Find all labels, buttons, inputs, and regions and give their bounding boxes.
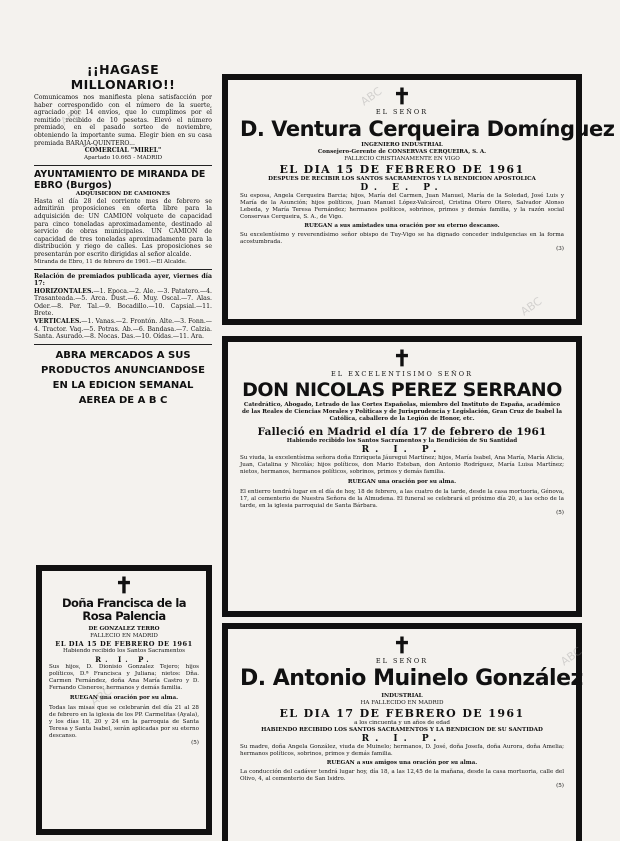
divider <box>34 269 212 270</box>
rip-line: R. I. P. <box>361 445 443 455</box>
cross-icon: ✝ <box>392 346 412 372</box>
ayto-date: Miranda de Ebro, 11 de febrero de 1961.—El Alcalde. <box>34 258 187 265</box>
ruegan-line: RUEGAN una oración por su alma. <box>347 479 457 485</box>
vert-text: —1. Vanas.—2. Frontón. Alte.—3. Fonn.—4. Tractor. Vaq.—5. Potras. Ab.—6. Bandasa.—7. Calzia. Santa. Asurado.—8. Nocas. Das.—10. Oídas.—11. Ara. <box>34 318 212 341</box>
family-text: Sus hijos, D. Dionisio Gonzalez Tejero; hijos políticos, D.ª Francisca y Juliana; nietos: Dña. Carmen Fernández, doña Ana María Castro y D. Fernando Cisneros; hermanos y demás familia. <box>49 664 199 691</box>
ad-number: (5) <box>556 510 564 516</box>
obituary-card-cerqueira <box>222 74 615 325</box>
ruegan-line: RUEGAN a sus amistades una oración por su eterno descanso. <box>304 223 500 229</box>
horiz-label: HORIZONTALES. <box>34 287 94 295</box>
ad-number: (3) <box>556 246 564 252</box>
hagase-address: Apartado 10.665 - MADRID <box>83 154 163 161</box>
obituary-card-perez-serrano <box>222 336 582 617</box>
watermark: ABC <box>518 294 545 319</box>
death-date: EL DIA 15 DE FEBRERO DE 1961 <box>55 640 193 648</box>
ad-number: (5) <box>191 740 199 746</box>
obituary-card-rosa <box>36 565 212 835</box>
honorific: EL EXCELENTISIMO SEÑOR <box>331 370 473 378</box>
hagase-title: ¡¡HAGASE MILLONARIO!! <box>70 62 176 92</box>
sorteo-head: Relación de premiados publicada ayer, viernes día 17: <box>34 272 212 288</box>
title-line-1: Catedrático, Abogado, Letrado de las Cortes Españolas, miembro del Instituto de España, académico de las Reales de Ciencias Morales y Políticas y de Jurisprudencia y Legislación, Gran Cruz de Isabel la Católica, caballero de la Legión de Honor, etc. <box>241 402 563 422</box>
sacramentos-line: Habiendo recibido los Santos Sacramentos y la Bendición de Su Santidad <box>286 438 518 444</box>
title-line-2: HA FALLECIDO EN MADRID <box>360 700 444 706</box>
title-line-3: FALLECIO CRISTIANAMENTE EN VIGO <box>344 156 460 162</box>
divider <box>34 165 212 166</box>
cross-icon: ✝ <box>392 84 412 110</box>
viuda-line: DE GONZALEZ TERRO <box>88 626 160 632</box>
watermark: ABC <box>558 644 585 669</box>
death-date: EL DIA 15 DE FEBRERO DE 1961 <box>279 163 525 176</box>
family-text: Su esposa, Angela Cerqueira Barcia; hijos, María del Carmen, Juan Manuel, María de la Soledad, José Luis y María de la Asunción; hijos políticos, Juan Manuel López-Valcárcel, Cristina Otero Otero, Salvador Alonso Lebeda, y María Teresa Fernández; hermanos políticos, sobrinos, primos y demás familia, y la razón social Conservas Cerqueira, S. A., de Vigo. <box>240 193 564 220</box>
family-text: Su viuda, la excelentísima señora doña Enriqueta Jáuregui Martínez; hijos, María Isabel, Ana María, María Alicia, Juan, Catalina y Nicolás; hijos políticos, don Mario Esteban, don Antonio Rodríguez, María Luisa Martínez; nietos, hermanos, hermanos políticos, sobrinos, primos y demás familia. <box>240 455 564 475</box>
deceased-name: D. Antonio Muinelo González <box>240 666 583 691</box>
cross-icon: ✝ <box>392 633 412 659</box>
hagase-company: COMERCIAL "MIREL" <box>84 147 162 155</box>
deceased-name: Doña Francisca de la Rosa Palencia <box>61 596 187 623</box>
ayto-sub: ADQUISICION DE CAMIONES <box>75 190 171 197</box>
sacramentos-line: HABIENDO RECIBIDO LOS SANTOS SACRAMENTOS Y LA BENDICION DE SU SANTIDAD <box>261 727 543 733</box>
rip-line: D. E. P. <box>360 183 444 193</box>
foot-text: El entierro tendrá lugar en el día de hoy, 18 de febrero, a las cuatro de la tarde, desde la casa mortuoria, Génova, 17, al cementerio de Nuestra Señora de la Almudena. El funeral se celebrará el próximo día 20, a las ocho de la tarde, en la iglesia parroquial de Santa Bárbara. <box>240 489 564 509</box>
title-line-2: Consejero-Gerente de CONSERVAS CERQUEIRA, S. A. <box>317 149 487 155</box>
death-date: EL DIA 17 DE FEBRERO DE 1961 <box>279 707 525 720</box>
honorific: EL SEÑOR <box>375 108 429 116</box>
watermark: ABC <box>58 104 85 129</box>
deceased-name: D. Ventura Cerqueira Domínguez <box>240 117 615 141</box>
sacramentos-line: Habiendo recibido los Santos Sacramentos <box>62 648 186 654</box>
ayto-body: Hasta el día 28 del corriente mes de febrero se admitirán proposiciones en oferta libre para la adquisición de: UN CAMION volquete de capacidad para cinco toneladas aproximadamente, destinado al servicio de obras municipales. UN CAMION de capacidad de tres toneladas aproximadamente para la distribución y riego de calles. Las proposiciones se presentarán por escrito dirigidas al señor alcalde. <box>34 197 212 258</box>
obituary-card-muinelo <box>222 623 585 841</box>
cross-icon: ✝ <box>114 573 134 599</box>
deceased-name: DON NICOLAS PEREZ SERRANO <box>242 379 562 401</box>
honorific: EL SEÑOR <box>375 657 429 665</box>
watermark: ABC <box>358 84 385 109</box>
hagase-body: Comunicamos nos manifiesta plena satisfacción por haber correspondido con el número de la suerte, agraciado por 14 envíos, que lo cumplimos por el remitido recibido de 10 pesetas. Elevó el número premiado, en el pasado sorteo de noviembre, obteniendo la importante suma. Elegir bien en su casa premiada BARAJA-QUINTERO... <box>34 94 212 147</box>
fallecio-line: FALLECIO EN MADRID <box>90 633 158 639</box>
watermark: ABC <box>88 684 115 709</box>
horiz-text: —1. Epoca.—2. Ale. —3. Patatero.—4. Trasanteada.—5. Arca. Dust.—6. Muy. Oscal.—7. Alas. Oder.—8. Per. Tal.—9. Bocadillo.—10. Capsial.—11. Brete. <box>34 287 212 318</box>
death-date: Falleció en Madrid el día 17 de febrero de 1961 <box>257 426 547 438</box>
ruegan-line: RUEGAN a sus amigos una oración por su alma. <box>326 760 478 766</box>
foot-text: La conducción del cadáver tendrá lugar hoy, día 18, a las 12,45 de la mañana, desde la casa mortuoria, calle del Olivo, 4, al cementerio de San Isidro. <box>240 769 564 782</box>
title-line-1: INDUSTRIAL <box>381 693 423 699</box>
foot-text: Su excelentísimo y reverendísimo señor obispo de Tuy-Vigo se ha dignado conceder indulgencias en la forma acostumbrada. <box>240 232 564 245</box>
sacramentos-line: DESPUES DE RECIBIR LOS SANTOS SACRAMENTOS Y LA BENDICION APOSTOLICA <box>268 176 536 182</box>
rip-line: R. I. P. <box>361 734 443 744</box>
mercados-ad: ABRA MERCADOS A SUS PRODUCTOS ANUNCIANDOSE EN LA EDICION SEMANAL AEREA DE A B C <box>41 349 205 406</box>
family-text: Su madre, doña Angela González, viuda de Muinelo; hermanos, D. José, doña Josefa, doña Aurora, doña Amelia; hermanos políticos, sobrinos, primos y demás familia. <box>240 744 564 757</box>
age-line: a los cincuenta y un años de edad <box>354 720 450 726</box>
misas-text: Todas las misas que se celebrarán del día 21 al 28 de febrero en la iglesia de los PP. Carmelitas (Ayala), y los días 18, 20 y 24 en la parroquia de Santa Teresa y Santa Isabel, serán aplicadas por su eterno descanso. <box>49 705 199 739</box>
ruegan-line: RUEGAN una oración por su alma. <box>69 695 179 701</box>
left-column <box>34 62 212 408</box>
title-line-1: INGENIERO INDUSTRIAL <box>361 142 443 148</box>
ad-number: (5) <box>556 783 564 789</box>
rip-line: R. I. P. <box>95 655 153 664</box>
ayto-title: AYUNTAMIENTO DE MIRANDA DE EBRO (Burgos) <box>34 168 206 191</box>
divider <box>34 344 212 345</box>
vert-label: VERTICALES. <box>34 318 82 326</box>
